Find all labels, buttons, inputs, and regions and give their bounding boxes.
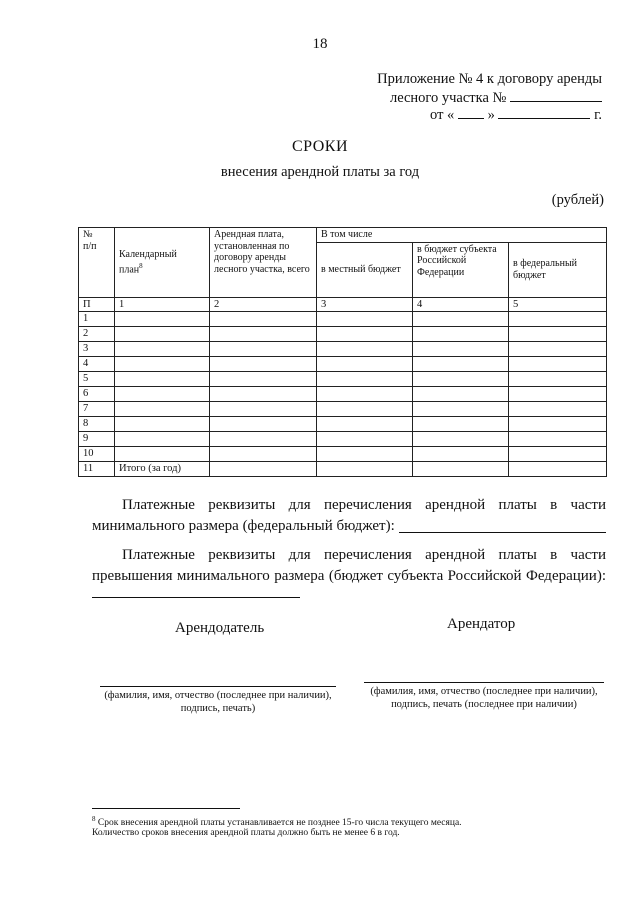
- payment-details-federal: [92, 495, 606, 537]
- month-blank: [498, 106, 590, 119]
- table-row: [79, 372, 607, 387]
- lessor-caption-1: (фамилия, имя, отчество (последнее при наличии),: [104, 690, 332, 701]
- row-number-cell: 2: [79, 327, 115, 342]
- federal-details-blank: [399, 516, 606, 533]
- row-amount-cell: [509, 312, 607, 327]
- row-amount-cell: [413, 417, 509, 432]
- header-calendar: [115, 228, 210, 298]
- row-plan-cell: [115, 327, 210, 342]
- colnum-cell: 4: [413, 297, 509, 312]
- table-row: [79, 387, 607, 402]
- lessee-caption: [356, 685, 612, 711]
- table-row: [79, 417, 607, 432]
- row-amount-cell: [413, 432, 509, 447]
- header-including: В том числе: [317, 228, 607, 243]
- footnote-mark: 8: [92, 815, 96, 823]
- row-number-cell: 1: [79, 312, 115, 327]
- row-amount-cell: [317, 387, 413, 402]
- appendix-line-1: Приложение № 4 к договору аренды: [377, 71, 602, 87]
- row-plan-cell: [115, 372, 210, 387]
- page-number: 18: [312, 36, 328, 52]
- row-amount-cell: [210, 357, 317, 372]
- column-number-row: [79, 297, 607, 312]
- header-local: в местный бюджет: [317, 242, 413, 297]
- colnum-cell: П: [79, 297, 115, 312]
- row-amount-cell: [509, 342, 607, 357]
- row-amount-cell: [509, 432, 607, 447]
- row-number-cell: 6: [79, 387, 115, 402]
- colnum-cell: 5: [509, 297, 607, 312]
- table-row: [79, 402, 607, 417]
- table-body: [79, 312, 607, 477]
- appendix-line-3: [430, 106, 602, 124]
- row-amount-cell: [317, 402, 413, 417]
- lessee-caption-1: (фамилия, имя, отчество (последнее при наличии),: [370, 686, 598, 697]
- row-number-cell: 3: [79, 342, 115, 357]
- row-amount-cell: [210, 402, 317, 417]
- row-amount-cell: [317, 432, 413, 447]
- appendix-plot-label: лесного участка №: [389, 90, 507, 106]
- row-amount-cell: [509, 417, 607, 432]
- row-plan-cell: Итого (за год): [115, 462, 210, 477]
- row-amount-cell: [509, 357, 607, 372]
- row-amount-cell: [210, 432, 317, 447]
- payment-schedule-table: [78, 227, 607, 477]
- row-plan-cell: [115, 447, 210, 462]
- para1-line1: Платежные реквизиты для перечисления арендной платы в части: [122, 497, 606, 513]
- row-plan-cell: [115, 402, 210, 417]
- para2-line2: превышения минимального размера (бюджет субъекта Российской Федерации):: [92, 568, 606, 584]
- row-amount-cell: [317, 462, 413, 477]
- lessor-signature-line: [100, 686, 336, 687]
- row-amount-cell: [210, 417, 317, 432]
- row-amount-cell: [413, 357, 509, 372]
- row-number-cell: 7: [79, 402, 115, 417]
- lessee-signature-line: [364, 682, 604, 683]
- header-regional: в бюджет субъекта Российской Федерации: [413, 242, 509, 297]
- footnote-ref: 8: [139, 261, 143, 270]
- row-amount-cell: [317, 447, 413, 462]
- table-row: [79, 357, 607, 372]
- para1-line2-row: [92, 516, 606, 537]
- row-amount-cell: [413, 387, 509, 402]
- row-plan-cell: [115, 432, 210, 447]
- row-plan-cell: [115, 417, 210, 432]
- row-amount-cell: [317, 417, 413, 432]
- date-open-quote: от «: [430, 107, 455, 123]
- row-amount-cell: [210, 342, 317, 357]
- row-plan-cell: [115, 387, 210, 402]
- table-row: [79, 462, 607, 477]
- regional-details-blank: [92, 587, 300, 598]
- row-amount-cell: [413, 342, 509, 357]
- row-number-cell: 8: [79, 417, 115, 432]
- row-plan-cell: [115, 312, 210, 327]
- row-number-cell: 10: [79, 447, 115, 462]
- table-row: [79, 327, 607, 342]
- row-amount-cell: [509, 402, 607, 417]
- row-amount-cell: [210, 462, 317, 477]
- row-amount-cell: [413, 447, 509, 462]
- document-subtitle: внесения арендной платы за год: [220, 164, 420, 180]
- document-title: СРОКИ: [291, 138, 349, 155]
- table-row: [79, 312, 607, 327]
- row-amount-cell: [413, 462, 509, 477]
- row-amount-cell: [317, 372, 413, 387]
- lessor-caption-2: подпись, печать): [180, 703, 256, 714]
- footnote-text-1: Срок внесения арендной платы устанавливается не позднее 15-го числа текущего месяца.: [95, 818, 462, 829]
- header-calendar-text: Календарный план: [119, 249, 177, 275]
- row-amount-cell: [210, 387, 317, 402]
- row-amount-cell: [210, 312, 317, 327]
- row-amount-cell: [509, 447, 607, 462]
- colnum-cell: 2: [210, 297, 317, 312]
- lessee-label: Арендатор: [447, 616, 516, 632]
- row-amount-cell: [413, 312, 509, 327]
- footnote-line-2: Количество сроков внесения арендной платы должно быть не менее 6 в год.: [92, 828, 400, 838]
- lessor-label: Арендодатель: [175, 620, 265, 636]
- para1-line2: минимального размера (федеральный бюджет):: [92, 518, 395, 534]
- colnum-cell: 1: [115, 297, 210, 312]
- footnote-separator: [92, 808, 240, 809]
- appendix-line-2: [390, 89, 602, 107]
- row-number-cell: 9: [79, 432, 115, 447]
- row-amount-cell: [210, 327, 317, 342]
- row-number-cell: 4: [79, 357, 115, 372]
- table-row: [79, 342, 607, 357]
- plot-number-blank: [510, 89, 602, 102]
- row-amount-cell: [413, 372, 509, 387]
- row-amount-cell: [317, 342, 413, 357]
- header-no: № п/п: [79, 228, 115, 298]
- row-amount-cell: [317, 312, 413, 327]
- row-amount-cell: [413, 402, 509, 417]
- lessor-caption: [92, 689, 344, 715]
- colnum-cell: 3: [317, 297, 413, 312]
- row-amount-cell: [413, 327, 509, 342]
- para2-line1: Платежные реквизиты для перечисления арендной платы в части: [122, 547, 606, 563]
- row-amount-cell: [509, 327, 607, 342]
- row-amount-cell: [210, 447, 317, 462]
- lessee-caption-2: подпись, печать (последнее при наличии): [391, 699, 577, 710]
- units-label: (рублей): [551, 192, 604, 208]
- row-amount-cell: [210, 372, 317, 387]
- table-row: [79, 432, 607, 447]
- row-plan-cell: [115, 342, 210, 357]
- row-amount-cell: [509, 387, 607, 402]
- table-row: [79, 447, 607, 462]
- row-amount-cell: [509, 372, 607, 387]
- header-federal: в федеральный бюджет: [509, 242, 607, 297]
- row-number-cell: 5: [79, 372, 115, 387]
- row-amount-cell: [317, 357, 413, 372]
- row-amount-cell: [317, 327, 413, 342]
- year-suffix: г.: [594, 107, 602, 123]
- row-plan-cell: [115, 357, 210, 372]
- payment-details-regional: [92, 545, 606, 598]
- row-number-cell: 11: [79, 462, 115, 477]
- day-blank: [458, 106, 484, 119]
- row-amount-cell: [509, 462, 607, 477]
- date-close-quote: »: [487, 107, 495, 123]
- header-total: Арендная плата, установленная по договору аренды лесного участка, всего: [210, 228, 317, 298]
